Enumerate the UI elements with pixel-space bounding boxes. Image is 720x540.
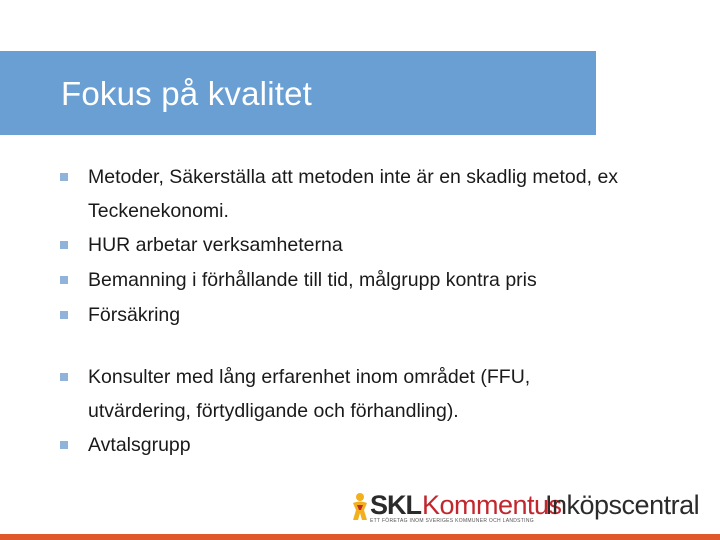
bullet-list-2 [60, 360, 620, 463]
logo-tagline: ETT FÖRETAG INOM SVERIGES KOMMUNER OCH LANDSTING [370, 518, 534, 524]
logo-kommentus: Kommentus [422, 490, 562, 520]
bullet-text: Konsulter med lång erfarenhet inom området (FFU, utvärdering, förtydligande och förhandling). [88, 366, 531, 422]
logo-inkopscentral: Inköpscentral [545, 490, 700, 520]
figure-logo-icon [350, 492, 370, 522]
bullet-square-icon [60, 311, 68, 319]
bullet-item [60, 263, 620, 298]
bullet-text: Avtalsgrupp [88, 434, 191, 456]
slide-title: Fokus på kvalitet [61, 75, 313, 112]
bullet-square-icon [60, 441, 68, 449]
bottom-accent-line [0, 534, 720, 540]
bullet-item [60, 160, 620, 228]
bullet-text: Bemanning i förhållande till tid, målgrupp kontra pris [88, 269, 537, 291]
bullet-item [60, 360, 620, 428]
bullet-list-1 [60, 160, 620, 333]
bullet-item [60, 228, 620, 263]
skl-kommentus-logo [350, 490, 700, 524]
bullet-item [60, 298, 620, 333]
bullet-text: Försäkring [88, 304, 181, 326]
bullet-square-icon [60, 173, 68, 181]
bullet-text: HUR arbetar verksamheterna [88, 234, 343, 256]
bullet-square-icon [60, 373, 68, 381]
bullet-square-icon [60, 241, 68, 249]
bullet-square-icon [60, 276, 68, 284]
logo-skl: SKL [370, 490, 421, 520]
bullet-item [60, 428, 620, 463]
bullet-text: Metoder, Säkerställa att metoden inte är en skadlig metod, ex Teckenekonomi. [88, 166, 619, 222]
